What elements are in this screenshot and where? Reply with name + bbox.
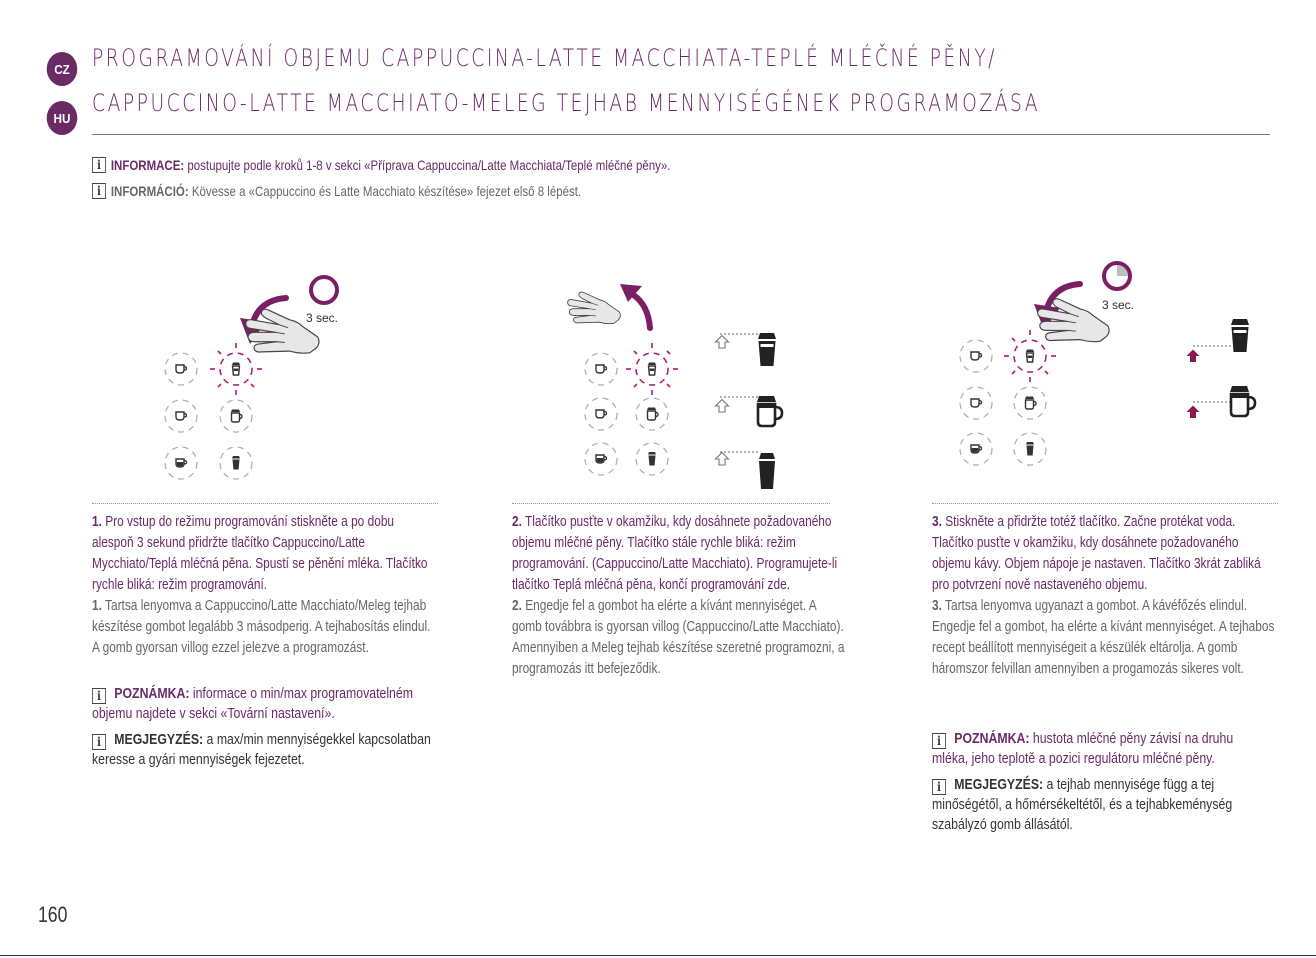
up-arrow-icon xyxy=(716,453,729,466)
info-icon: i xyxy=(932,733,946,749)
language-badge-cz: CZ xyxy=(47,52,78,86)
latte-glass-icon xyxy=(1026,350,1034,363)
info-line-cz xyxy=(92,157,670,173)
step-text-hu: Tartsa lenyomva a Cappuccino/Latte Macchiato/Meleg tejhab készítése gombot legalább 3 másodperig. A tejhabosítás elindul. A gomb gyorsan villog ezzel jelezve a programozást. xyxy=(92,598,431,656)
latte-glass-icon xyxy=(1026,442,1034,456)
machine-buttons xyxy=(165,343,262,479)
step1-hu xyxy=(92,596,438,659)
cup-icon xyxy=(176,459,187,467)
cup-icon xyxy=(596,365,607,373)
cup-icon xyxy=(176,412,187,420)
separator xyxy=(92,503,438,504)
note-text: a max/min mennyiségekkel kapcsolatban xyxy=(206,731,431,748)
separator xyxy=(512,503,830,504)
note-hu xyxy=(932,775,1276,795)
timer-icon xyxy=(311,277,337,303)
step-number: 2. xyxy=(512,514,522,530)
latte-glass-icon xyxy=(648,363,656,376)
info-icon: i xyxy=(92,734,106,750)
footer-rule xyxy=(0,955,1316,956)
up-arrow-icon xyxy=(716,336,729,349)
info-line-hu xyxy=(92,183,581,199)
latte-glass-icon xyxy=(232,363,240,376)
timer-icon xyxy=(1104,263,1130,289)
note-hu xyxy=(92,730,436,750)
step2-cz xyxy=(512,512,848,596)
note-text: keresse a gyári mennyiségek fejezetet. xyxy=(92,751,305,768)
timer-label: 3 sec. xyxy=(306,311,339,325)
latte-glass-icon xyxy=(759,453,775,489)
latte-glass-icon xyxy=(757,396,782,426)
note-label: POZNÁMKA: xyxy=(114,685,190,702)
step2-text xyxy=(512,512,848,680)
latte-glass-icon xyxy=(1025,397,1036,410)
cup-icon xyxy=(596,410,607,418)
note-text: hustota mléčné pěny závisí na druhu xyxy=(1032,730,1234,747)
step-number: 3. xyxy=(932,598,942,614)
latte-glass-icon xyxy=(647,408,658,421)
note-text: szabályzó gomb állásától. xyxy=(932,816,1073,833)
step-text-hu: Engedje fel a gombot ha elérte a kívánt mennyiséget. A gomb továbbra is gyorsan villog (Cappuccino/Latte Macchiato). Amennyiben a Meleg tejhab készítése szeretné programozni, a programozás itt befejeződik. xyxy=(512,598,845,677)
step2-illustration xyxy=(560,270,800,495)
latte-glass-icon xyxy=(232,456,240,470)
info-label-hu: INFORMÁCIÓ: xyxy=(110,183,189,199)
note-label: MEGJEGYZÉS: xyxy=(114,731,204,748)
note-right xyxy=(932,729,1276,835)
cup-icon xyxy=(971,445,982,453)
note-cz xyxy=(92,684,436,704)
step-number: 1. xyxy=(92,514,102,530)
note-text: objemu najdete v sekci «Tovární nastavení». xyxy=(92,705,335,722)
latte-glass-icon xyxy=(758,333,776,366)
latte-glass-icon xyxy=(231,410,242,423)
step1-cz xyxy=(92,512,438,596)
info-icon: i xyxy=(92,157,106,173)
step-text-cz: Tlačítko pusťte v okamžiku, kdy dosáhnete požadovaného objemu mléčné pěny. Tlačítko stále rychle bliká: režim programování. (Cappuccino/Latte Macchiato). Programujete-li tlačítko Teplá mléčná pěna, končí programování zde. xyxy=(512,514,838,593)
note-text: minőségétől, a hőmérsékeltétől, és a tejhabkeménység xyxy=(932,796,1233,813)
step-text-hu: Tartsa lenyomva ugyanazt a gombot. A kávéfőzés elindul. Engedje fel a gombot, ha elérte a kívánt mennyiséget. A tejhabos recept beállított mennyiségeit a készülék eltárolja. A gomb háromszor felvillan amennyiben a progamozás sikeres volt. xyxy=(932,598,1275,677)
header-rule xyxy=(92,134,1270,135)
separator xyxy=(932,503,1278,504)
note-left xyxy=(92,684,436,770)
step3-hu xyxy=(932,596,1280,680)
step-text-cz: Pro vstup do režimu programování stiskněte a po dobu alespoň 3 sekund přidržte tlačítko Cappuccino/Latte Mycchiato/Teplá mléčná pěna. Spustí se pěnění mléka. Tlačítko rychle bliká: režim programování. xyxy=(92,514,428,593)
volume-indicators xyxy=(716,333,783,489)
note-cz xyxy=(932,729,1276,749)
note-text: informace o min/max programovatelném xyxy=(192,685,413,702)
note-label: MEGJEGYZÉS: xyxy=(954,776,1044,793)
machine-buttons xyxy=(585,343,678,475)
step2-hu xyxy=(512,596,848,680)
latte-glass-icon xyxy=(1231,319,1249,352)
cup-icon xyxy=(176,365,187,373)
up-arrow-icon xyxy=(716,400,729,413)
latte-glass-icon xyxy=(648,452,656,466)
cup-icon xyxy=(971,352,982,360)
pressing-hand-icon xyxy=(568,292,621,324)
step1-text xyxy=(92,512,438,659)
up-arrow-icon xyxy=(1187,350,1200,363)
page-title-hu: CAPPUCCINO-LATTE MACCHIATO-MELEG TEJHAB MENNYISÉGÉNEK PROGRAMOZÁSA xyxy=(92,89,1041,117)
step-number: 1. xyxy=(92,598,102,614)
cup-icon xyxy=(596,455,607,463)
info-icon: i xyxy=(92,183,106,199)
volume-indicators xyxy=(1187,319,1256,418)
note-label: POZNÁMKA: xyxy=(954,730,1030,747)
step3-cz xyxy=(932,512,1280,596)
note-text: a tejhab mennyisége függ a tej xyxy=(1046,776,1215,793)
latte-glass-icon xyxy=(1230,386,1255,416)
info-icon: i xyxy=(92,688,106,704)
page-number: 160 xyxy=(38,902,68,927)
up-arrow-icon xyxy=(1187,406,1200,419)
step-number: 2. xyxy=(512,598,522,614)
machine-buttons xyxy=(960,330,1056,465)
page-title-cz: PROGRAMOVÁNÍ OBJEMU CAPPUCCINA-LATTE MACCHIATA-TEPLÉ MLÉČNÉ PĚNY/ xyxy=(92,44,997,72)
step3-text xyxy=(932,512,1280,680)
info-text-cz: postupujte podle kroků 1-8 v sekci «Příprava Cappuccina/Latte Macchiata/Teplé mléčné pěny». xyxy=(187,157,671,173)
language-badge-hu: HU xyxy=(47,101,78,135)
note-text: mléka, jeho teplotě a pozici regulátoru mléčné pěny. xyxy=(932,750,1215,767)
step3-illustration xyxy=(950,255,1270,475)
step1-illustration xyxy=(150,265,390,485)
cup-icon xyxy=(971,399,982,407)
curved-arrow-icon xyxy=(620,284,650,328)
timer-label: 3 sec. xyxy=(1102,298,1135,312)
info-label-cz: INFORMACE: xyxy=(110,157,185,173)
info-text-hu: Kövesse a «Cappuccino és Latte Macchiato készítése» fejezet első 8 lépést. xyxy=(191,183,582,199)
step-number: 3. xyxy=(932,514,942,530)
step-text-cz: Stiskněte a přidržte totéž tlačítko. Začne protékat voda. Tlačítko pusťte v okamžiku, kdy dosáhnete požadovaného objemu kávy. Objem nápoje je nastaven. Tlačítko 3krát zabliká pro potvrzení nově nastaveného objemu. xyxy=(932,514,1261,593)
info-icon: i xyxy=(932,779,946,795)
